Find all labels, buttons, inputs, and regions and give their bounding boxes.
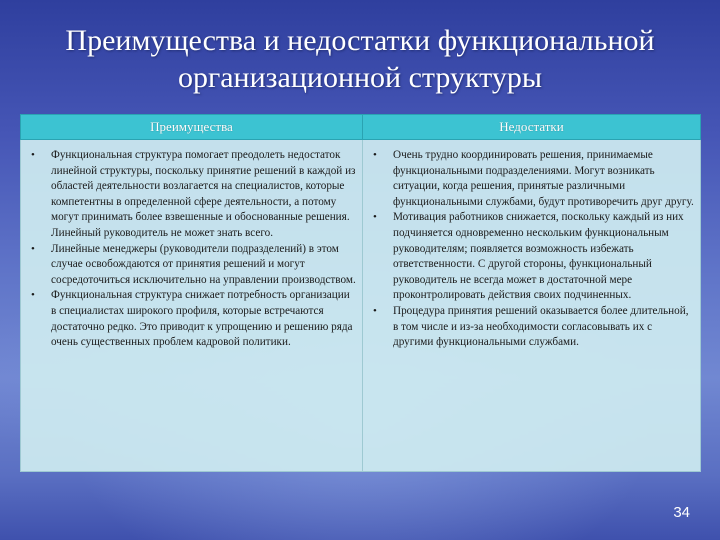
list-item — [31, 288, 356, 350]
bullet-icon: • — [373, 304, 377, 317]
advantages-cell — [21, 140, 363, 472]
bullet-icon: • — [373, 149, 377, 161]
list-item-text: Мотивация работников снижается, поскольку каждый из них подчиняется одновременно нескольким функциональным руководителям; появляется возможность избежать ответственности. С другой стороны, функциональный руководитель не всегда может в достаточной мере проконтролировать действия своих подчиненных. — [393, 211, 684, 302]
header-advantages: Преимущества — [21, 115, 363, 140]
list-item-text: Функциональная структура помогает преодолеть недостаток линейной структуры, поскольку принятие решений в каждой из областей деятельности возлагается на специалистов, которые компетентны в определенной сфере деятельности, а потому могут принимать более взвешенные и обоснованные решения. Линейный руководитель не может знать всего. — [51, 149, 356, 239]
disadvantages-list — [369, 148, 694, 351]
header-disadvantages: Недостатки — [363, 115, 701, 140]
list-item-text: Очень трудно координировать решения, принимаемые функциональными подразделениями. Могут возникать ситуации, когда решения, принятые различными функциональными службами, будут противоречить друг другу. — [393, 149, 694, 208]
table-body-row — [21, 140, 701, 472]
disadvantages-cell — [363, 140, 701, 472]
table-header-row — [21, 115, 701, 140]
advantages-list — [27, 148, 356, 351]
list-item-text: Линейные менеджеры (руководители подразделений) в этом случае освобождаются от принятия решений и могут сосредоточиться исключительно на управлении производством. — [51, 242, 356, 286]
bullet-icon: • — [373, 211, 377, 224]
list-item — [31, 242, 356, 289]
slide-title-line-2: организационной структуры — [177, 61, 543, 94]
bullet-icon: • — [31, 289, 35, 302]
list-item-text: Функциональная структура снижает потребность организации в специалистах широкого профиля, которые встречаются достаточно редко. Это приводит к упрощению и решению ряда очень существенных проблем кадровой политики. — [51, 289, 353, 349]
page-number: 34 — [673, 504, 690, 521]
slide-title — [20, 22, 700, 96]
list-item — [373, 304, 694, 351]
list-item — [373, 148, 694, 210]
list-item — [31, 148, 356, 242]
comparison-table — [20, 114, 701, 472]
slide-title-line-1: Преимущества и недостатки функциональной — [65, 24, 655, 57]
bullet-icon: • — [31, 242, 35, 255]
bullet-icon: • — [31, 149, 35, 161]
list-item — [373, 210, 694, 304]
list-item-text: Процедура принятия решений оказывается более длительной, в том числе и из-за необходимости согласовывать их с другими функциональными службами. — [393, 304, 689, 349]
